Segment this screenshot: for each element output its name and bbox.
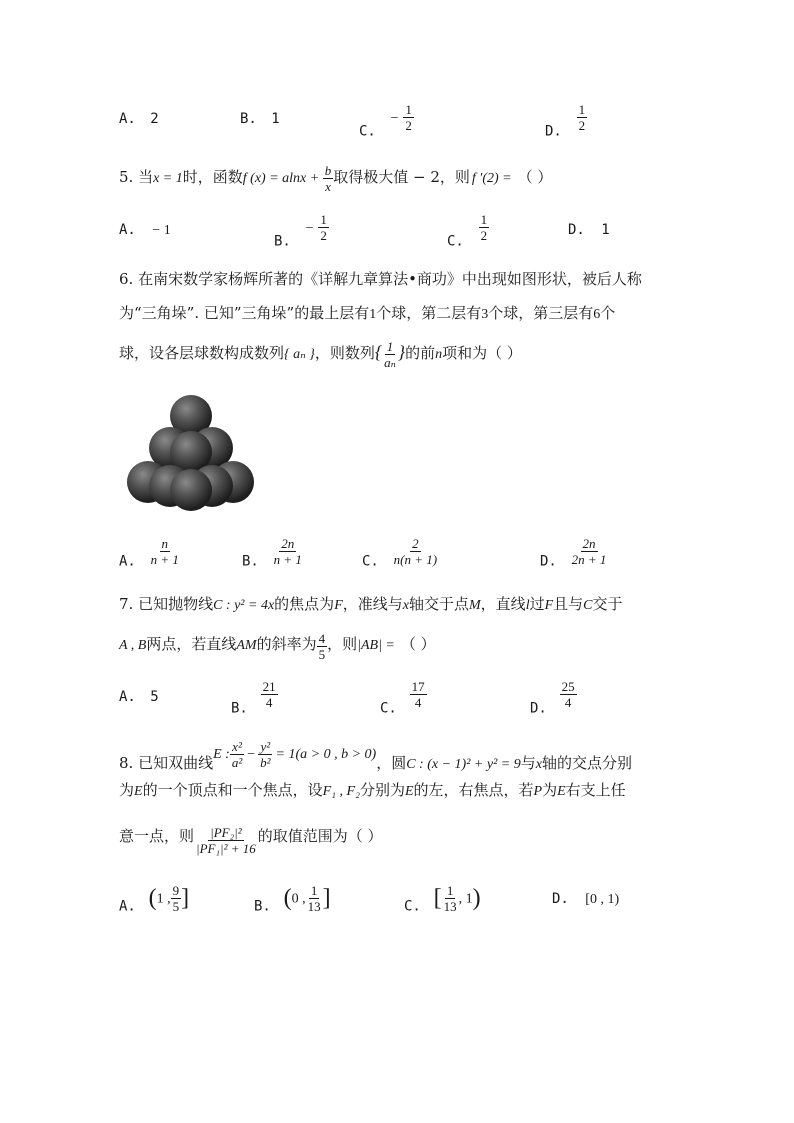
q7-point-M: M xyxy=(469,598,481,613)
q8-E-2: E xyxy=(404,784,414,799)
q8-foci: F₁ , F₂ xyxy=(322,784,360,799)
fraction-denominator: b² xyxy=(260,754,271,770)
q6-option-a-letter: A. xyxy=(119,553,136,570)
q7-line1-b: 的焦点为 xyxy=(274,595,335,613)
q6-option-c-fraction xyxy=(392,537,439,566)
q7-line2-a: 两点，若直线 xyxy=(146,635,237,653)
q6-reciprocal-fraction xyxy=(382,340,398,369)
q7-option-d xyxy=(530,680,577,717)
q6-n: n xyxy=(435,347,443,362)
q8-option-a-left: 1 , xyxy=(156,891,171,907)
q8-option-d-value: [0 , 1) xyxy=(585,892,620,907)
fraction-numerator: y² xyxy=(260,738,271,754)
fraction-denominator: 2 xyxy=(320,228,327,243)
q6-line2-c: 个球，第三层有 xyxy=(488,304,594,322)
fraction-denominator: 2 xyxy=(405,118,412,133)
fraction-numerator: b xyxy=(324,162,332,178)
q8-E-3: E xyxy=(557,784,566,799)
q7-line-AM: AM xyxy=(236,638,257,653)
q6-sequence: { aₙ } xyxy=(284,347,315,362)
q8-option-c-close: ) xyxy=(472,885,481,911)
q8-option-c-fraction xyxy=(442,884,459,913)
q5-option-b-sign: − xyxy=(305,220,314,236)
fraction-numerator: 1 xyxy=(310,883,318,898)
q7-line2 xyxy=(119,624,436,666)
fraction-denominator: |PF₁|² + 16 xyxy=(196,841,256,856)
q8-option-a-close: ] xyxy=(181,885,190,911)
q8-P: P xyxy=(533,784,543,799)
q6-option-b-fraction xyxy=(272,537,304,566)
q5-option-a-letter: A. xyxy=(119,222,136,238)
q5-derivative: f ′(2) = xyxy=(471,171,512,186)
fraction-numerator: 21 xyxy=(262,679,276,694)
q4-option-b-value: 1 xyxy=(271,111,280,127)
q7-line1-d: 轴交于点 xyxy=(408,595,469,613)
q7-option-c xyxy=(380,680,427,717)
fraction-numerator: 1 xyxy=(405,102,412,117)
q7-line1-h: 交于 xyxy=(592,595,623,613)
fraction-numerator: 2 xyxy=(412,536,419,551)
q8-line3-a: 意一点，则 xyxy=(119,827,195,845)
fraction-numerator: 4 xyxy=(318,631,326,646)
fraction-denominator: x xyxy=(325,178,331,194)
q7-option-a-value: 5 xyxy=(150,689,159,705)
fraction-denominator: 2n + 1 xyxy=(571,552,607,567)
q7-focus-F-2: F xyxy=(544,598,554,613)
q8-option-b-fraction xyxy=(306,884,323,913)
q8-line3-b: 的取值范围为（ ） xyxy=(257,827,383,845)
q7-curve-C: C xyxy=(583,598,593,613)
q6-line2-a: 为“三角垛”. 已知”三角垛”的最上层有 xyxy=(119,304,370,322)
q7-option-a xyxy=(119,689,159,705)
q7-x: x xyxy=(402,598,409,613)
q8-option-d-letter: D. xyxy=(552,891,569,907)
q7-line2-c: ，则 xyxy=(327,635,358,653)
fraction-numerator: |PF₂|² xyxy=(210,825,242,840)
fraction-numerator: 17 xyxy=(411,679,425,694)
q5-prefix: 5. 当 xyxy=(119,168,154,186)
q6-line3-d: 项和为（ ） xyxy=(442,344,522,362)
q8-option-d xyxy=(552,891,619,908)
q6-option-b-letter: B. xyxy=(242,553,259,570)
q4-option-c-fraction xyxy=(403,103,414,132)
q8-line2-e: 为 xyxy=(542,781,558,799)
q4-option-b-letter: B. xyxy=(240,111,257,127)
fraction-numerator: 1 xyxy=(446,883,454,898)
q8-line1-c: 与 xyxy=(520,754,536,772)
q6-line3-b: ，则数列 xyxy=(314,344,375,362)
q4-option-a xyxy=(119,111,159,127)
q7-answer-paren: （ ） xyxy=(400,635,436,653)
q5-option-b xyxy=(274,213,329,250)
q6-option-d xyxy=(540,537,608,570)
q5-option-c-letter: C. xyxy=(447,233,464,250)
fraction-denominator: n + 1 xyxy=(150,552,179,567)
q8-line2-c: 分别为 xyxy=(359,781,405,799)
q5-text1: 时，函数 xyxy=(182,168,243,186)
q7-line1-f: 过 xyxy=(529,595,545,613)
q8-option-c-open: [ xyxy=(433,885,442,911)
q6-option-c xyxy=(362,537,439,570)
q6-count-3: 3 xyxy=(481,307,489,322)
q7-line1-e: ，直线 xyxy=(480,595,526,613)
fraction-numerator: 1 xyxy=(386,338,394,354)
fraction-numerator: 1 xyxy=(480,212,488,227)
q7-option-b-letter: B. xyxy=(231,700,248,717)
q8-option-a xyxy=(119,884,189,915)
q4-option-c xyxy=(359,103,414,140)
fraction-numerator: n xyxy=(161,536,169,551)
q4-option-a-letter: A. xyxy=(119,111,136,127)
q7-points-AB: A , B xyxy=(119,638,147,653)
q4-option-d-fraction xyxy=(577,103,588,132)
q8-line2-a: 为 xyxy=(119,781,135,799)
fraction-numerator: 2n xyxy=(281,536,295,551)
q4-option-d xyxy=(545,103,587,140)
q8-option-b-open: ( xyxy=(283,885,292,911)
q6-option-c-letter: C. xyxy=(362,553,379,570)
q8-hyperbola-tail: = 1(a > 0 , b > 0) xyxy=(275,747,377,762)
q7-parabola: C : y² = 4x xyxy=(213,598,275,613)
q6-count-6: 6 xyxy=(593,307,601,322)
q5-option-d xyxy=(568,222,610,238)
fraction-denominator: aₙ xyxy=(384,354,396,370)
fraction-numerator: 25 xyxy=(561,679,575,694)
q6-option-d-fraction xyxy=(570,537,609,566)
q7-line1-g: 且与 xyxy=(553,595,584,613)
q5-option-c xyxy=(447,213,489,250)
fraction-denominator: 13 xyxy=(307,899,321,914)
q5-function: f (x) = alnx + xyxy=(242,171,323,186)
q7-option-a-letter: A. xyxy=(119,689,136,705)
fraction-numerator: 2n xyxy=(582,536,596,551)
q8-line1-a: 8. 已知双曲线 xyxy=(119,754,214,772)
q8-minus: − xyxy=(247,747,256,762)
q6-line1: 6. 在南宋数学家杨辉所著的《详解九章算法•商功》中出现如图形状，被后人称 xyxy=(119,270,642,288)
q8-hyperbola-E: E : xyxy=(213,747,230,762)
q7-option-d-letter: D. xyxy=(530,700,547,717)
q7-line1-c: ，准线与 xyxy=(342,595,403,613)
q8-option-a-letter: A. xyxy=(119,898,136,915)
q8-x: x xyxy=(535,757,542,772)
q7-abs-AB: |AB| = xyxy=(357,638,395,653)
fraction-numerator: 9 xyxy=(172,883,180,898)
q6-line2 xyxy=(119,302,615,323)
fraction-denominator: 4 xyxy=(564,695,572,710)
q4-option-a-value: 2 xyxy=(150,111,159,127)
fraction-denominator: n(n + 1) xyxy=(393,552,438,567)
q5-option-d-letter: D. xyxy=(568,222,585,238)
q8-circle: C : (x − 1)² + y² = 9 xyxy=(406,757,521,772)
q6-option-d-letter: D. xyxy=(540,553,557,570)
q6-option-b xyxy=(242,537,304,570)
q7-line1-a: 7. 已知抛物线 xyxy=(119,595,214,613)
q5-option-b-fraction xyxy=(318,213,329,242)
q6-line3-a: 球，设各层球数构成数列 xyxy=(119,344,285,362)
fraction-denominator: 5 xyxy=(172,899,180,914)
fraction-numerator: 1 xyxy=(578,102,586,117)
q8-line2-f: 右支上任 xyxy=(565,781,626,799)
q5-fraction xyxy=(323,164,334,193)
q8-line1-d: 轴的交点分别 xyxy=(541,754,632,772)
q8-line1-b: ，圆 xyxy=(376,754,407,772)
fraction-numerator: x² xyxy=(232,738,242,754)
q4-option-c-sign: − xyxy=(390,110,399,126)
q8-line2 xyxy=(119,779,626,800)
q8-option-b-letter: B. xyxy=(254,898,271,915)
q6-line2-d: 个 xyxy=(600,304,616,322)
q6-line3-c: 的前 xyxy=(405,344,436,362)
q8-option-c-right: , 1 xyxy=(458,891,473,907)
q7-line2-b: 的斜率为 xyxy=(256,635,317,653)
q8-line2-d: 的左，右焦点，若 xyxy=(413,781,534,799)
q8-option-b-close: ] xyxy=(322,885,331,911)
q5-option-d-value: 1 xyxy=(601,222,610,238)
q5-condition: x = 1 xyxy=(153,171,183,186)
fraction-denominator: 4 xyxy=(265,695,273,710)
q6-option-a-fraction xyxy=(149,537,181,566)
q5-option-c-fraction xyxy=(479,213,490,242)
q8-hyperbola xyxy=(213,730,376,778)
fraction-denominator: 2 xyxy=(578,118,586,133)
q7-option-d-fraction xyxy=(560,680,577,709)
q7-line-l: l xyxy=(525,598,530,613)
q8-option-b-left: 0 , xyxy=(291,891,306,907)
q4-option-c-letter: C. xyxy=(359,123,376,140)
q8-ratio-fraction xyxy=(194,826,258,855)
q7-line1 xyxy=(119,593,623,614)
q6-line3: 球，设各层球数构成数列{ aₙ }，则数列{ $\frac{1}{\text{aₙ}}$ }的前n项和为（ ） xyxy=(119,338,522,370)
fraction-numerator: 1 xyxy=(320,212,327,227)
q7-option-c-letter: C. xyxy=(380,700,397,717)
fraction-denominator: 4 xyxy=(414,695,422,710)
fraction-denominator: n + 1 xyxy=(273,552,302,567)
fraction-denominator: 2 xyxy=(480,228,488,243)
q5-option-a xyxy=(119,222,171,239)
q8-option-a-fraction xyxy=(171,884,182,913)
q8-hyperbola-x-fraction xyxy=(230,740,244,769)
q8-option-c-letter: C. xyxy=(404,898,421,915)
q7-option-b xyxy=(231,680,278,717)
q6-option-a xyxy=(119,537,181,570)
q8-E: E xyxy=(134,784,143,799)
q5-text2: 取得极大值 − 2，则 xyxy=(333,168,470,186)
ball-pile-figure xyxy=(120,392,260,516)
q7-option-c-fraction xyxy=(410,680,427,709)
q7-focus-F: F xyxy=(334,598,343,613)
q7-slope-fraction xyxy=(317,632,328,661)
q4-option-b xyxy=(240,111,280,127)
q5-option-b-letter: B. xyxy=(274,233,291,250)
q8-hyperbola-y-fraction xyxy=(258,740,272,769)
q5-stem xyxy=(119,159,552,197)
q7-option-b-fraction xyxy=(261,680,278,709)
fraction-denominator: 5 xyxy=(318,647,326,662)
q8-line3 xyxy=(119,814,383,858)
q8-option-a-open: ( xyxy=(148,885,157,911)
q8-line2-b: 的一个顶点和一个焦点，设 xyxy=(142,781,323,799)
q8-option-c xyxy=(404,884,481,915)
fraction-denominator: a² xyxy=(231,754,243,770)
q8-option-b xyxy=(254,884,331,915)
q5-option-a-value: − 1 xyxy=(152,223,171,238)
fraction-denominator: 13 xyxy=(443,899,457,914)
q6-line2-b: 个球，第二层有 xyxy=(376,304,482,322)
q6-count-1: 1 xyxy=(369,307,377,322)
q4-option-d-letter: D. xyxy=(545,123,562,140)
q5-answer-paren: （ ） xyxy=(517,168,553,186)
